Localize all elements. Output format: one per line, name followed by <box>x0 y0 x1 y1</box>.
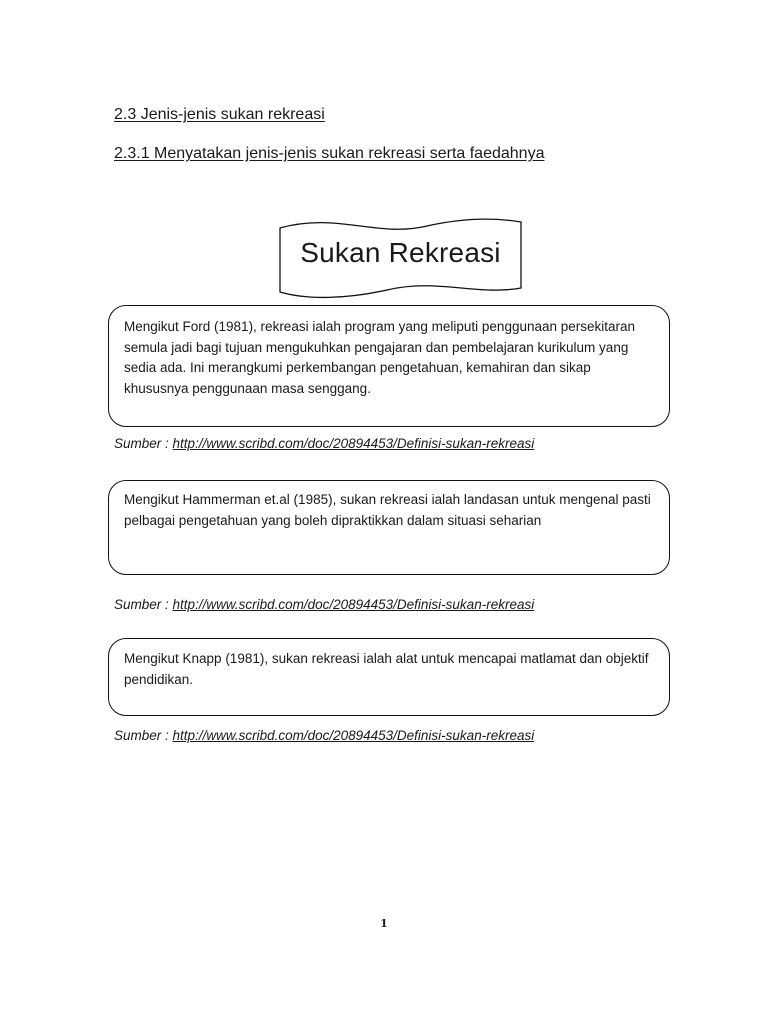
source-label: Sumber : <box>114 436 169 451</box>
source-citation <box>114 436 534 451</box>
title-banner <box>277 216 524 301</box>
source-link[interactable]: http://www.scribd.com/doc/20894453/Definisi-sukan-rekreasi <box>172 436 535 451</box>
definition-text: Mengikut Ford (1981), rekreasi ialah program yang meliputi penggunaan persekitaran semula jadi bagi tujuan mengukuhkan pengajaran dan pembelajaran kurikulum yang sedia ada. Ini merangkumi perkembangan pengetahuan, kemahiran dan sikap khususnya penggunaan masa senggang. <box>124 319 636 396</box>
source-citation <box>114 728 534 743</box>
definition-text: Mengikut Knapp (1981), sukan rekreasi ialah alat untuk mencapai matlamat dan objektif pendidikan. <box>124 651 649 687</box>
section-heading: 2.3 Jenis-jenis sukan rekreasi <box>114 106 325 123</box>
definition-box-hammerman <box>108 480 670 575</box>
source-link[interactable]: http://www.scribd.com/doc/20894453/Definisi-sukan-rekreasi <box>172 728 535 743</box>
source-citation <box>114 597 534 612</box>
source-label: Sumber : <box>114 728 169 743</box>
subsection-heading: 2.3.1 Menyatakan jenis-jenis sukan rekreasi serta faedahnya <box>114 145 545 162</box>
definition-text: Mengikut Hammerman et.al (1985), sukan rekreasi ialah landasan untuk mengenal pasti pelbagai pengetahuan yang boleh dipraktikkan dalam situasi seharian <box>124 492 651 528</box>
page-number: 1 <box>380 917 388 930</box>
definition-box-knapp <box>108 638 670 716</box>
banner-title: Sukan Rekreasi <box>300 237 501 268</box>
definition-box-ford <box>108 305 670 427</box>
source-link[interactable]: http://www.scribd.com/doc/20894453/Definisi-sukan-rekreasi <box>172 597 535 612</box>
source-label: Sumber : <box>114 597 169 612</box>
